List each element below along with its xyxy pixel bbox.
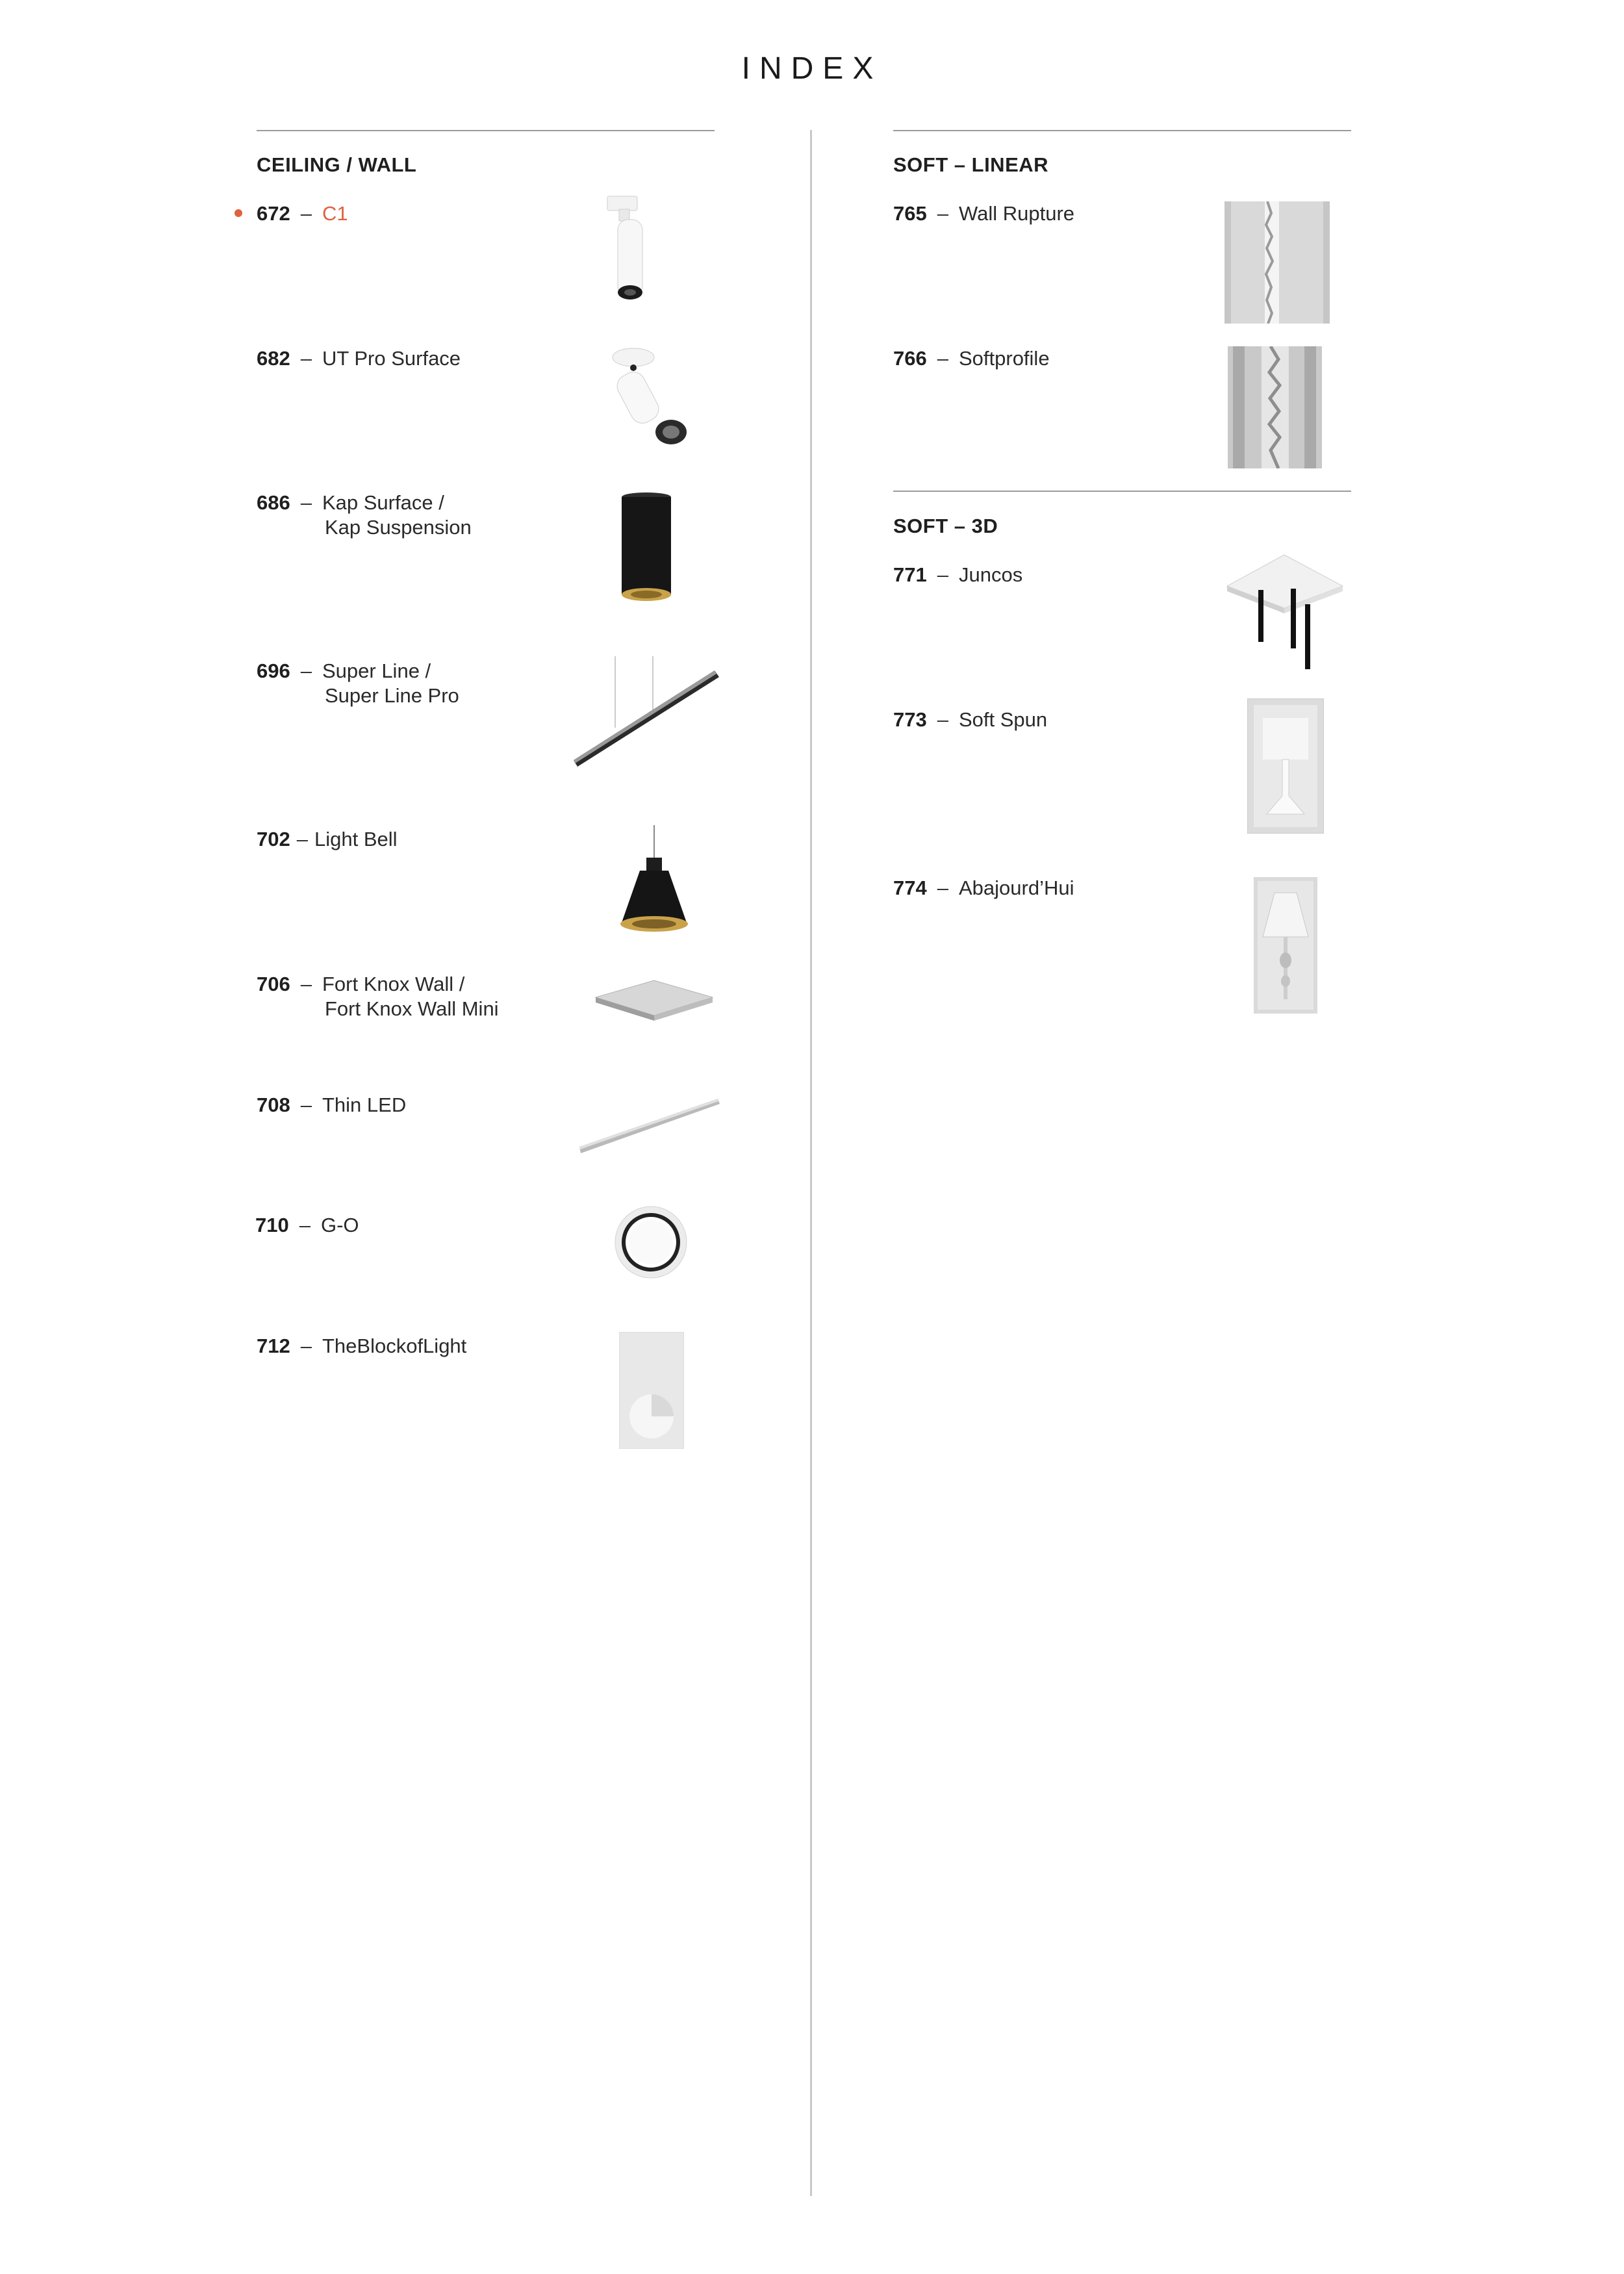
index-entry-702[interactable]: 702 – Light Bell <box>257 828 398 850</box>
index-entry-773[interactable]: 773 – Soft Spun <box>893 708 1048 731</box>
entry-name: Super Line / <box>322 659 431 682</box>
entry-name: Light Bell <box>314 828 398 850</box>
softprofile-icon <box>1228 346 1322 468</box>
entry-number: 686 <box>257 491 290 514</box>
index-entry-682[interactable]: 682 – UT Pro Surface <box>257 347 461 370</box>
entry-name: Abajourd’Hui <box>958 876 1074 899</box>
entry-name: Kap Surface / <box>322 491 444 514</box>
divider-top-left <box>257 130 715 131</box>
index-entry-771[interactable]: 771 – Juncos <box>893 563 1023 586</box>
section-title-soft-linear: SOFT – LINEAR <box>893 153 1049 176</box>
g-o-ring-icon <box>614 1205 689 1280</box>
section-title-ceiling-wall: CEILING / WALL <box>257 153 417 176</box>
entry-number: 702 <box>257 828 290 850</box>
entry-name: TheBlockofLight <box>322 1335 467 1357</box>
current-item-marker <box>235 209 242 217</box>
entry-name: Juncos <box>958 563 1023 586</box>
entry-name: C1 <box>322 202 348 225</box>
wall-rupture-icon <box>1224 201 1330 324</box>
thin-led-bar-icon <box>578 1095 721 1156</box>
ut-pro-surface-icon <box>607 344 692 455</box>
c1-spotlight-icon <box>601 195 666 309</box>
block-of-light-icon <box>619 1332 684 1449</box>
entry-number: 682 <box>257 347 290 370</box>
super-line-icon <box>568 656 721 770</box>
index-entry-774[interactable]: 774 – Abajourd’Hui <box>893 876 1074 899</box>
page-title: INDEX <box>741 51 883 86</box>
entry-number: 766 <box>893 347 927 370</box>
index-entry-708[interactable]: 708 – Thin LED <box>257 1093 407 1116</box>
soft-spun-icon <box>1247 698 1324 834</box>
entry-number: 710 <box>255 1214 289 1236</box>
entry-number: 706 <box>257 973 290 995</box>
entry-number: 672 <box>257 202 290 225</box>
entry-number: 708 <box>257 1093 290 1116</box>
index-entry-706[interactable]: 706 – Fort Knox Wall / Fort Knox Wall Mini <box>257 973 499 1020</box>
light-bell-pendant-icon <box>614 825 692 939</box>
column-divider <box>810 130 812 2196</box>
entry-number: 696 <box>257 659 290 682</box>
index-entry-712[interactable]: 712 – TheBlockofLight <box>257 1335 467 1357</box>
entry-name: UT Pro Surface <box>322 347 461 370</box>
index-entry-672[interactable]: 672 – C1 <box>257 202 348 225</box>
abajourdhui-icon <box>1254 877 1317 1014</box>
kap-cylinder-icon <box>616 491 678 607</box>
entry-name-line2: Super Line Pro <box>325 684 459 707</box>
entry-name-line2: Fort Knox Wall Mini <box>325 997 499 1020</box>
entry-name: G-O <box>320 1214 359 1236</box>
entry-name: Softprofile <box>958 347 1050 370</box>
entry-name-line2: Kap Suspension <box>325 516 472 539</box>
entry-name: Thin LED <box>322 1093 407 1116</box>
entry-number: 771 <box>893 563 927 586</box>
entry-number: 773 <box>893 708 927 731</box>
entry-name: Fort Knox Wall / <box>322 973 465 995</box>
entry-name: Soft Spun <box>958 708 1048 731</box>
entry-number: 765 <box>893 202 927 225</box>
section-title-soft-3d: SOFT – 3D <box>893 515 998 537</box>
juncos-icon <box>1224 552 1345 672</box>
index-entry-686[interactable]: 686 – Kap Surface / Kap Suspension <box>257 491 472 539</box>
index-entry-696[interactable]: 696 – Super Line / Super Line Pro <box>257 659 459 707</box>
entry-number: 774 <box>893 876 927 899</box>
index-entry-766[interactable]: 766 – Softprofile <box>893 347 1050 370</box>
index-entry-710[interactable]: 710 – G-O <box>255 1214 359 1236</box>
fort-knox-panel-icon <box>592 978 716 1023</box>
divider-top-right <box>893 130 1351 131</box>
entry-name: Wall Rupture <box>958 202 1075 225</box>
entry-number: 712 <box>257 1335 290 1357</box>
divider-soft-3d <box>893 491 1351 492</box>
index-entry-765[interactable]: 765 – Wall Rupture <box>893 202 1075 225</box>
